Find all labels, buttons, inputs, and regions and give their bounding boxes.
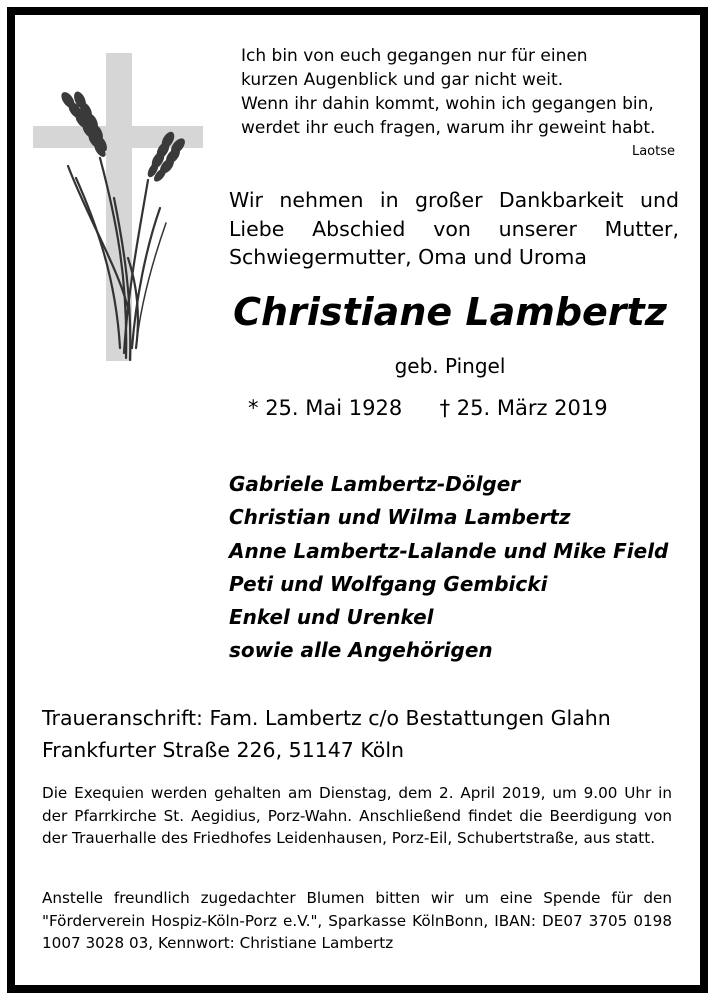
mourner-entry: Enkel und Urenkel [229, 605, 434, 630]
donation-info: Anstelle freundlich zugedachter Blumen bitten wir um eine Spende für den "Förderverein Hospiz-Köln-Porz e.V.", Sparkasse KölnBonn, IBAN: DE07 3705 0198 1007 3028 03, Kennwort: Christiane Lambertz [42, 889, 672, 953]
poem-line: werdet ihr euch fragen, warum ihr geweint habt. [241, 118, 656, 138]
poem-line: Ich bin von euch gegangen nur für einen [241, 46, 588, 66]
poem-line: Wenn ihr dahin kommt, wohin ich gegangen bin, [241, 94, 654, 114]
wheat-ear-left [59, 90, 109, 159]
poem-line: kurzen Augenblick und gar nicht weit. [241, 70, 564, 90]
mourner-entry: sowie alle Angehörigen [229, 638, 493, 663]
service-info: Die Exequien werden gehalten am Dienstag, dem 2. April 2019, um 9.00 Uhr in der Pfarrkirche St. Aegidius, Porz-Wahn. Anschließend findet die Beerdigung von der Trauerhalle des Friedhofes Leidenhausen, Porz-Eil, Schubertstraße, aus statt. [42, 784, 672, 848]
intro-text: Wir nehmen in großer Dankbarkeit und Liebe Abschied von unserer Mutter, Schwiegermutter, Oma und Uroma [229, 188, 679, 269]
death-symbol: † [439, 396, 451, 420]
cross-icon [33, 53, 203, 361]
life-dates [248, 396, 658, 420]
mourners-list [229, 468, 679, 668]
mourner-entry: Anne Lambertz-Lalande und Mike Field [229, 538, 669, 563]
mourner-entry: Gabriele Lambertz-Dölger [229, 472, 521, 496]
birth-date: 25. Mai 1928 [265, 396, 403, 420]
quote-poem [241, 44, 681, 140]
maiden-name: geb. Pingel [394, 354, 506, 378]
deceased-name: Christiane Lambertz [233, 290, 667, 334]
mourner-entry: Peti und Wolfgang Gembicki [229, 571, 548, 596]
quote-author: Laotse [631, 144, 675, 159]
address-line: Frankfurter Straße 226, 51147 Köln [42, 738, 405, 762]
mourner-entry: Christian und Wilma Lambertz [229, 505, 571, 530]
address-line: Traueranschrift: Fam. Lambertz c/o Bestattungen Glahn [42, 706, 611, 730]
birth-symbol: * [248, 396, 259, 420]
death-date: 25. März 2019 [456, 396, 608, 420]
mourning-address [42, 702, 682, 766]
